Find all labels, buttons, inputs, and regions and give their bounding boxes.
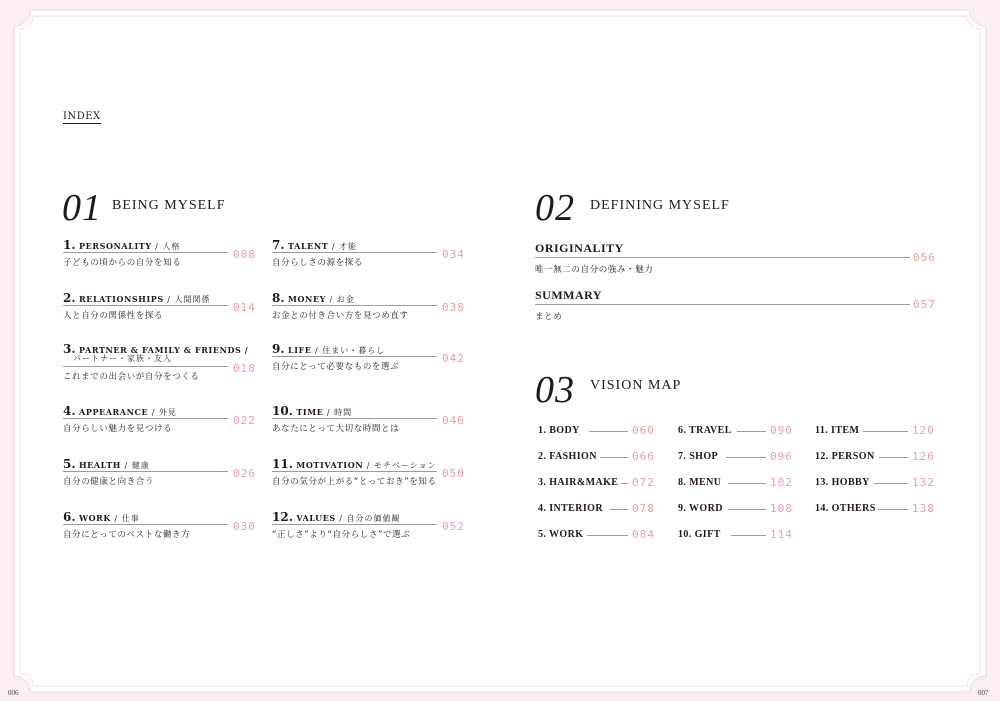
entry-rule bbox=[272, 418, 437, 419]
toc-entry[interactable] bbox=[535, 242, 935, 278]
vision-item-rule bbox=[728, 483, 766, 484]
toc-entry[interactable] bbox=[272, 239, 467, 275]
vision-item-rule bbox=[731, 535, 766, 536]
entry-title-en: TIME bbox=[296, 407, 324, 417]
page-number: 078 bbox=[632, 502, 655, 515]
vision-item-rule bbox=[587, 535, 628, 536]
toc-entry[interactable] bbox=[63, 511, 258, 547]
vision-item-rule bbox=[728, 509, 766, 510]
entry-title-jp: / 住まい・暮らし bbox=[315, 346, 386, 355]
entry-subtitle: これまでの出会いが自分をつくる bbox=[63, 372, 200, 382]
entry-rule bbox=[63, 471, 228, 472]
page-number: 138 bbox=[912, 502, 935, 515]
page-number: 132 bbox=[912, 476, 935, 489]
vision-item[interactable] bbox=[538, 529, 658, 543]
entry-number: 9. bbox=[272, 342, 285, 356]
entry-subtitle: 自分の気分が上がる“とっておき”を知る bbox=[272, 477, 437, 487]
entry-title-jp: / 自分の価値観 bbox=[339, 514, 401, 523]
vision-item[interactable] bbox=[815, 425, 938, 439]
vision-item-rule bbox=[600, 457, 628, 458]
section1-number: 01 bbox=[62, 187, 102, 229]
vision-item[interactable] bbox=[678, 503, 796, 517]
entry-rule bbox=[535, 257, 910, 258]
section1-title: BEING MYSELF bbox=[112, 198, 226, 213]
entry-title-en: PARTNER & FAMILY & FRIENDS / bbox=[79, 345, 249, 355]
vision-item[interactable] bbox=[538, 451, 658, 465]
vision-item-label: 14. OTHERS bbox=[815, 503, 876, 514]
vision-item-label: 5. WORK bbox=[538, 529, 584, 540]
section2-number: 02 bbox=[535, 187, 575, 229]
vision-item[interactable] bbox=[538, 477, 658, 491]
page-number: 046 bbox=[442, 414, 465, 427]
vision-item-label: 9. WORD bbox=[678, 503, 723, 514]
entry-number: 4. bbox=[63, 404, 76, 418]
entry-rule bbox=[63, 524, 228, 525]
entry-subtitle: あなたにとって大切な時間とは bbox=[272, 424, 400, 434]
page-number: 057 bbox=[913, 298, 936, 311]
vision-item-label: 13. HOBBY bbox=[815, 477, 870, 488]
vision-item-label: 11. ITEM bbox=[815, 425, 860, 436]
page-number: 018 bbox=[233, 362, 256, 375]
entry-title-jp: / 外見 bbox=[151, 408, 177, 417]
vision-item-label: 6. TRAVEL bbox=[678, 425, 732, 436]
entry-subtitle: 自分の健康と向き合う bbox=[63, 477, 155, 487]
entry-number: 10. bbox=[272, 404, 293, 418]
entry-subtitle: 子どもの頃からの自分を知る bbox=[63, 258, 182, 268]
entry-heading bbox=[63, 511, 140, 525]
toc-entry[interactable] bbox=[63, 239, 258, 275]
entry-title-en: ORIGINALITY bbox=[535, 241, 624, 255]
entry-number: 3. bbox=[63, 342, 76, 356]
vision-item[interactable] bbox=[815, 503, 938, 517]
entry-subtitle: 人と自分の関係性を探る bbox=[63, 311, 164, 321]
section3-title: VISION MAP bbox=[590, 378, 682, 393]
page-number: 120 bbox=[912, 424, 935, 437]
entry-heading bbox=[272, 405, 352, 419]
entry-subtitle: “正しさ”より“自分らしさ”で選ぶ bbox=[272, 530, 411, 540]
toc-entry[interactable] bbox=[272, 458, 467, 494]
entry-subtitle: 自分らしさの源を探る bbox=[272, 258, 364, 268]
page-number: 060 bbox=[632, 424, 655, 437]
entry-subtitle: 自分にとって必要なものを選ぶ bbox=[272, 362, 400, 372]
entry-number: 12. bbox=[272, 510, 293, 524]
page-number: 072 bbox=[632, 476, 655, 489]
entry-title-en: LIFE bbox=[288, 345, 312, 355]
section3-number: 03 bbox=[535, 369, 575, 411]
page-number: 066 bbox=[632, 450, 655, 463]
entry-title-jp: / モチベーション bbox=[366, 461, 437, 470]
entry-rule bbox=[63, 305, 228, 306]
page-number: 030 bbox=[233, 520, 256, 533]
entry-subtitle: 自分にとってのベストな働き方 bbox=[63, 530, 191, 540]
page-number: 090 bbox=[770, 424, 793, 437]
page-number: 126 bbox=[912, 450, 935, 463]
entry-title-en: SUMMARY bbox=[535, 288, 603, 302]
entry-title-en: WORK bbox=[79, 513, 111, 523]
vision-item-rule bbox=[863, 431, 908, 432]
toc-entry[interactable] bbox=[535, 289, 935, 325]
entry-title-jp: / 人間関係 bbox=[167, 295, 211, 304]
entry-heading bbox=[272, 343, 385, 357]
entry-title-en: HEALTH bbox=[79, 460, 121, 470]
vision-item-rule bbox=[621, 483, 628, 484]
entry-title-en: RELATIONSHIPS bbox=[79, 294, 164, 304]
vision-item-label: 1. BODY bbox=[538, 425, 580, 436]
entry-title-en: APPEARANCE bbox=[79, 407, 149, 417]
entry-number: 7. bbox=[272, 238, 285, 252]
vision-item-label: 4. INTERIOR bbox=[538, 503, 603, 514]
page-number: 026 bbox=[233, 467, 256, 480]
entry-subtitle: まとめ bbox=[535, 312, 563, 322]
entry-rule bbox=[63, 366, 228, 367]
vision-item-label: 7. SHOP bbox=[678, 451, 719, 462]
entry-heading bbox=[63, 458, 150, 472]
page-number: 114 bbox=[770, 528, 793, 541]
entry-heading bbox=[63, 292, 211, 306]
entry-number: 2. bbox=[63, 291, 76, 305]
entry-title-jp: / 人格 bbox=[155, 242, 181, 251]
vision-item-rule bbox=[610, 509, 628, 510]
page-number: 022 bbox=[233, 414, 256, 427]
toc-entry[interactable] bbox=[272, 292, 467, 328]
entry-title-jp: / 仕事 bbox=[114, 514, 140, 523]
entry-heading bbox=[272, 458, 437, 472]
entry-number: 1. bbox=[63, 238, 76, 252]
entry-number: 11. bbox=[272, 457, 293, 471]
entry-rule bbox=[535, 304, 910, 305]
entry-title-jp: / 健康 bbox=[124, 461, 150, 470]
vision-item-rule bbox=[874, 483, 908, 484]
entry-title-en: VALUES bbox=[296, 513, 336, 523]
entry-heading bbox=[272, 511, 401, 525]
entry-number: 8. bbox=[272, 291, 285, 305]
entry-title-jp: / お金 bbox=[329, 295, 355, 304]
entry-rule bbox=[272, 471, 437, 472]
vision-item-label: 10. GIFT bbox=[678, 529, 721, 540]
vision-item[interactable] bbox=[678, 529, 796, 543]
toc-entry[interactable] bbox=[63, 292, 258, 328]
page-number: 084 bbox=[632, 528, 655, 541]
vision-item-rule bbox=[878, 509, 908, 510]
entry-rule bbox=[272, 356, 437, 357]
entry-rule bbox=[272, 252, 437, 253]
entry-rule bbox=[272, 524, 437, 525]
entry-subtitle: お金との付き合い方を見つめ直す bbox=[272, 311, 409, 321]
index-label: INDEX bbox=[63, 111, 101, 122]
vision-item-rule bbox=[737, 431, 766, 432]
vision-item-rule bbox=[879, 457, 908, 458]
vision-item-label: 3. HAIR&MAKE bbox=[538, 477, 619, 488]
vision-item-rule bbox=[726, 457, 766, 458]
entry-subtitle: 唯一無二の自分の強み・魅力 bbox=[535, 265, 654, 275]
toc-entry[interactable] bbox=[272, 405, 467, 441]
entry-rule bbox=[63, 252, 228, 253]
entry-rule bbox=[272, 305, 437, 306]
page-number: 056 bbox=[913, 251, 936, 264]
vision-item[interactable] bbox=[815, 477, 938, 491]
page-number: 034 bbox=[442, 248, 465, 261]
entry-heading bbox=[272, 239, 357, 253]
vision-item-rule bbox=[589, 431, 628, 432]
vision-item-label: 12. PERSON bbox=[815, 451, 875, 462]
page-number: 108 bbox=[770, 502, 793, 515]
entry-heading bbox=[63, 343, 248, 357]
entry-number: 5. bbox=[63, 457, 76, 471]
entry-title-jp: パートナー・家族・友人 bbox=[73, 354, 172, 363]
entry-title-jp: / 才能 bbox=[331, 242, 358, 251]
entry-heading bbox=[63, 405, 177, 419]
entry-title-en: TALENT bbox=[288, 241, 329, 251]
entry-title-en: MONEY bbox=[288, 294, 326, 304]
page-number: 008 bbox=[233, 248, 256, 261]
folio-left: 006 bbox=[8, 689, 19, 697]
section2-title: DEFINING MYSELF bbox=[590, 198, 730, 213]
vision-item-label: 2. FASHION bbox=[538, 451, 597, 462]
entry-rule bbox=[63, 418, 228, 419]
entry-heading bbox=[272, 292, 355, 306]
vision-item-label: 8. MENU bbox=[678, 477, 722, 488]
toc-entry[interactable] bbox=[63, 342, 258, 382]
folio-right: 007 bbox=[978, 689, 989, 697]
page-number: 102 bbox=[770, 476, 793, 489]
entry-title-jp: / 時間 bbox=[326, 408, 353, 417]
toc-entry[interactable] bbox=[272, 343, 467, 379]
vision-item[interactable] bbox=[678, 425, 796, 439]
entry-title-en: MOTIVATION bbox=[296, 460, 364, 470]
toc-entry[interactable] bbox=[63, 458, 258, 494]
entry-title-en: PERSONALITY bbox=[79, 241, 152, 251]
vision-item[interactable] bbox=[678, 477, 796, 491]
page-number: 096 bbox=[770, 450, 793, 463]
page-number: 038 bbox=[442, 301, 465, 314]
vision-item[interactable] bbox=[538, 503, 658, 517]
vision-item[interactable] bbox=[538, 425, 658, 439]
vision-item[interactable] bbox=[815, 451, 938, 465]
page-number: 052 bbox=[442, 520, 465, 533]
entry-heading bbox=[63, 239, 180, 253]
page-number: 050 bbox=[442, 467, 465, 480]
toc-entry[interactable] bbox=[63, 405, 258, 441]
vision-item[interactable] bbox=[678, 451, 796, 465]
page-number: 042 bbox=[442, 352, 465, 365]
toc-entry[interactable] bbox=[272, 511, 467, 547]
page-number: 014 bbox=[233, 301, 256, 314]
entry-subtitle: 自分らしい魅力を見つける bbox=[63, 424, 173, 434]
entry-number: 6. bbox=[63, 510, 76, 524]
